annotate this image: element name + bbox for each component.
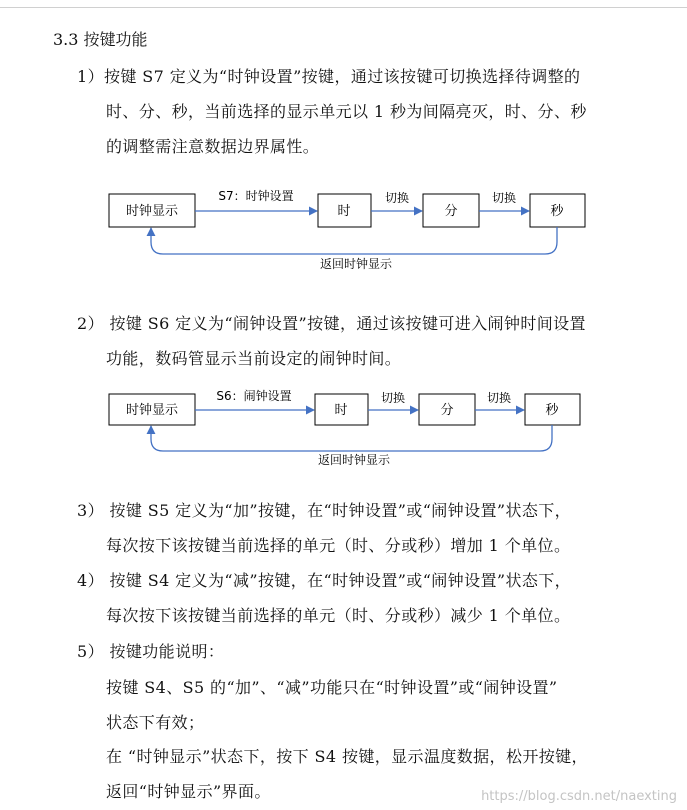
node-minute <box>419 394 475 425</box>
edge-return-to-display <box>151 227 557 254</box>
node-clock-display-label: 时钟显示 <box>125 403 179 418</box>
item-1-line-2: 时、分、秒，当前选择的显示单元以 1 秒为间隔亮灭，时、分、秒 <box>106 102 587 121</box>
node-second-label: 秒 <box>550 204 564 219</box>
item-1-line-1: 1）按键 S7 定义为“时钟设置”按键，通过该按键可切换选择待调整的 <box>77 67 581 86</box>
edge-display-to-hour-label: S6：闹钟设置 <box>216 389 292 403</box>
item-3-line-1: 3） 按键 S5 定义为“加”按键，在“时钟设置”或“闹钟设置”状态下， <box>77 501 572 520</box>
item-5-line-4: 在 “时钟显示”状态下，按下 S4 按键，显示温度数据，松开按键， <box>106 747 588 766</box>
node-minute-label: 分 <box>440 403 454 418</box>
node-minute-label: 分 <box>444 204 458 219</box>
node-second <box>525 394 580 425</box>
node-hour <box>315 394 368 425</box>
section-heading: 3.3 按键功能 <box>53 30 148 49</box>
edge-hour-to-minute-label: 切换 <box>384 191 410 205</box>
item-4-line-1: 4） 按键 S4 定义为“减”按键，在“时钟设置”或“闹钟设置”状态下， <box>77 571 572 590</box>
edge-hour-to-minute-label: 切换 <box>380 391 406 405</box>
node-second <box>530 194 585 227</box>
node-clock-display <box>109 394 195 425</box>
watermark: https://blog.csdn.net/naexting <box>481 789 677 804</box>
node-hour-label: 时 <box>334 403 348 418</box>
item-5-line-2: 按键 S4、S5 的“加”、“减”功能只在“时钟设置”或“闹钟设置” <box>106 678 558 697</box>
node-hour <box>318 194 371 227</box>
alarm-setting-diagram <box>0 380 687 470</box>
node-clock-display <box>109 194 195 227</box>
node-hour-label: 时 <box>337 204 351 219</box>
clock-setting-diagram <box>0 180 687 275</box>
return-label: 返回时钟显示 <box>319 257 393 271</box>
node-second-label: 秒 <box>545 403 559 418</box>
edge-minute-to-second-label: 切换 <box>486 391 512 405</box>
item-3-line-2: 每次按下该按键当前选择的单元（时、分或秒）增加 1 个单位。 <box>106 536 571 555</box>
item-2-line-2: 功能，数码管显示当前设定的闹钟时间。 <box>106 349 402 368</box>
item-5-line-5: 返回“时钟显示”界面。 <box>106 782 271 801</box>
return-label: 返回时钟显示 <box>317 453 391 467</box>
header-rule <box>0 7 687 8</box>
item-4-line-2: 每次按下该按键当前选择的单元（时、分或秒）减少 1 个单位。 <box>106 606 571 625</box>
node-minute <box>423 194 479 227</box>
edge-return-to-display <box>151 425 552 451</box>
edge-minute-to-second-label: 切换 <box>491 191 517 205</box>
edge-display-to-hour-label: S7：时钟设置 <box>218 189 294 203</box>
node-clock-display-label: 时钟显示 <box>125 204 179 219</box>
item-5-line-1: 5） 按键功能说明： <box>77 642 225 661</box>
item-2-line-1: 2） 按键 S6 定义为“闹钟设置”按键，通过该按键可进入闹钟时间设置 <box>77 314 586 333</box>
item-5-line-3: 状态下有效； <box>106 713 205 732</box>
item-1-line-3: 的调整需注意数据边界属性。 <box>106 137 320 156</box>
